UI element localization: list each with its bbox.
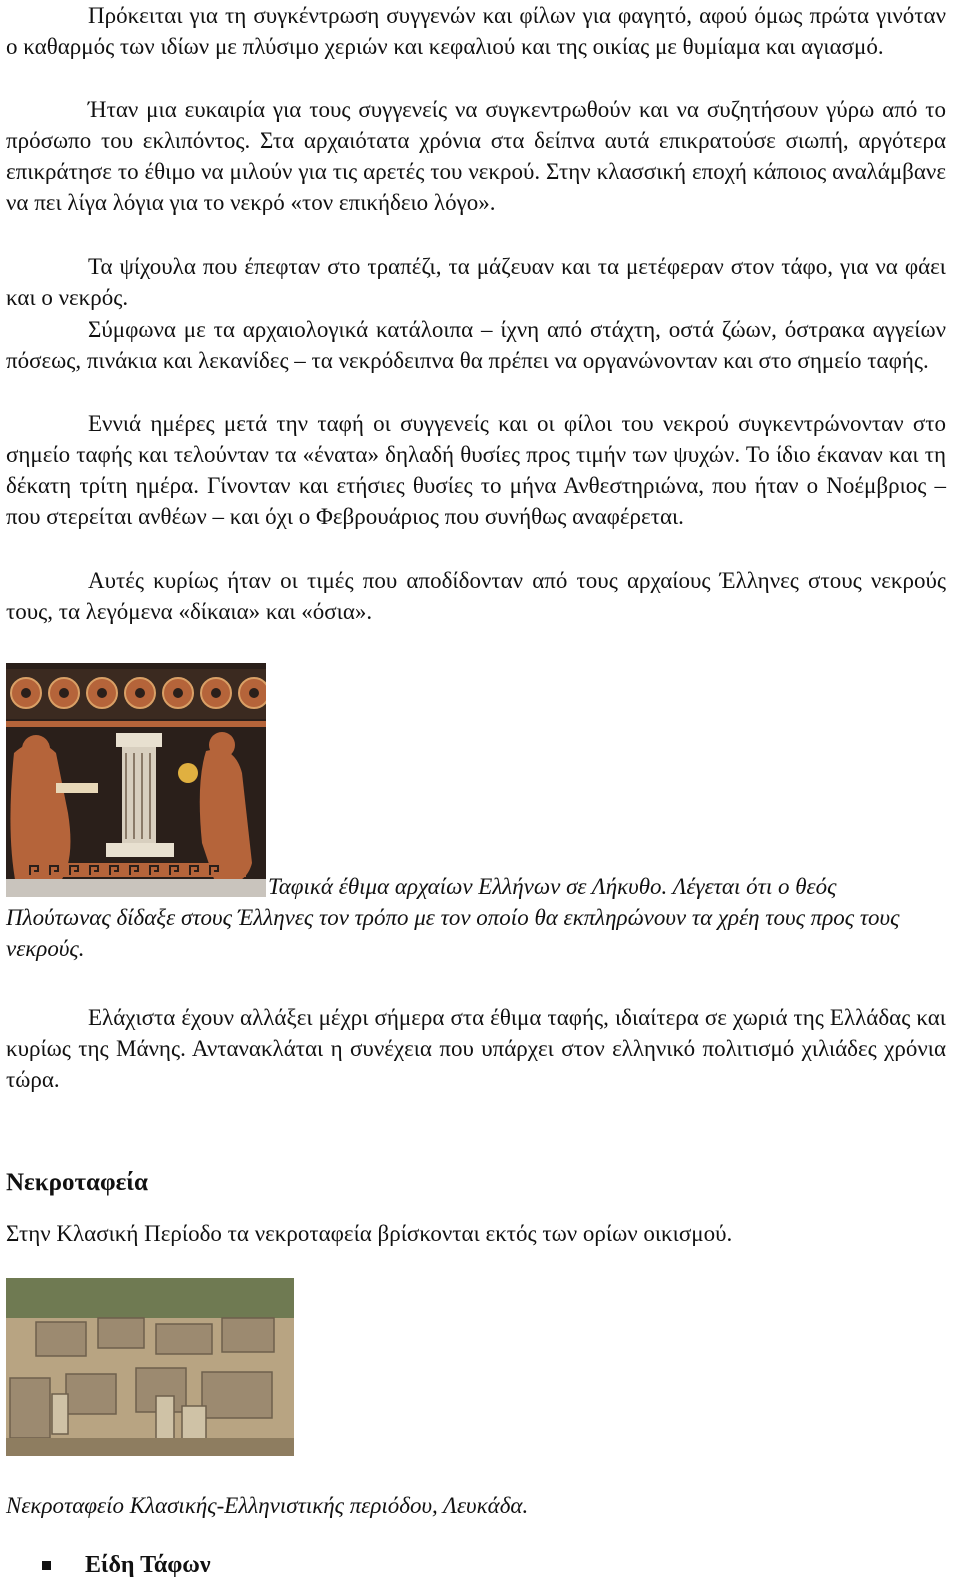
paragraph-cemetery-location: Στην Κλασική Περίοδο τα νεκροταφεία βρίσκονται εκτός των ορίων οικισμού. <box>6 1221 733 1246</box>
paragraph-crumbs: Τα ψίχουλα που έπεφταν στο τραπέζι, τα μάζευαν και τα μετέφεραν στον τάφο, για να φάει και ο νεκρός. <box>6 254 946 310</box>
paragraph-purification-meal: Πρόκειται για τη συγκέντρωση συγγενών και φίλων για φαγητό, αφού όμως πρώτα γινόταν ο καθαρμός των ιδίων με πλύσιμο χεριών και κεφαλιού και της οικίας με θυμίαμα και αγιασμό. <box>6 3 946 59</box>
paragraph-archaeological-remains: Σύμφωνα με τα αρχαιολογικά κατάλοιπα – ίχνη από στάχτη, οστά ζώων, όστρακα αγγείων πόσεως, πινάκια και λεκανίδες – τα νεκρόδειπνα θα πρέπει να οργανώνονταν και στο σημείο ταφής. <box>6 317 946 373</box>
vase-figure <box>6 663 946 964</box>
cemetery-photo <box>6 1278 294 1456</box>
paragraph-funeral-dinner: Ήταν μια ευκαιρία για τους συγγενείς να συγκεντρωθούν και να συζητήσουν γύρω από το πρόσωπο του εκλιπόντος. Στα αρχαιότατα χρόνια στα δείπνα αυτά επικρατούσε σιωπή, αργότερα επικράτησε το έθιμο να μιλούν για τις αρετές του νεκρού. Στην κλασσική εποχή κάποιος αναλάμβανε να πει λίγα λόγια για το νεκρό «τον επικήδειο λόγο». <box>6 97 946 215</box>
paragraph-ninth-day-rites: Εννιά ημέρες μετά την ταφή οι συγγενείς και οι φίλοι του νεκρού συγκεντρώνονταν στο σημείο ταφής και τελούνταν τα «ένατα» δηλαδή θυσίες προς τιμήν των ψυχών. Το ίδιο έκαναν και τη δέκατη τρίτη ημέρα. Γίνονταν και ετήσιες θυσίες το μήνα Ανθεστηριώνα, που ήταν ο Νοέμβριος – που στερείται ανθέων – και όχι ο Φεβρουάριος που συνήθως αναφέρεται. <box>6 411 946 529</box>
section-heading-cemeteries: Νεκροταφεία <box>6 1169 148 1196</box>
paragraph-honors-summary: Αυτές κυρίως ήταν οι τιμές που αποδίδονταν από τους αρχαίους Έλληνες στους νεκρούς τους, τα λεγόμενα «δίκαια» και «όσια». <box>6 568 946 624</box>
cemetery-illustration <box>6 1278 294 1456</box>
square-bullet-icon <box>42 1561 51 1570</box>
vase-caption: Ταφικά έθιμα αρχαίων Ελλήνων σε Λήκυθο. Λέγεται ότι ο θεός Πλούτωνας δίδαξε στους Έλληνες τον τρόπο με τον οποίο θα εκπληρώνουν τα χρέη τους προς τους νεκρούς. <box>6 874 900 961</box>
lekythos-image <box>6 663 266 897</box>
paragraph-continuity: Ελάχιστα έχουν αλλάξει μέχρι σήμερα στα έθιμα ταφής, ιδιαίτερα σε χωριά της Ελλάδας και κυρίως της Μάνης. Αντανακλάται η συνέχεια που υπάρχει στον ελληνικό πολιτισμό χιλιάδες χρόνια τώρα. <box>6 1005 946 1092</box>
bullet-item-label: Είδη Τάφων <box>85 1552 211 1578</box>
cemetery-caption: Νεκροταφείο Κλασικής-Ελληνιστικής περιόδου, Λευκάδα. <box>6 1493 529 1518</box>
bullet-list-item <box>42 1550 211 1581</box>
lekythos-illustration <box>6 663 266 897</box>
